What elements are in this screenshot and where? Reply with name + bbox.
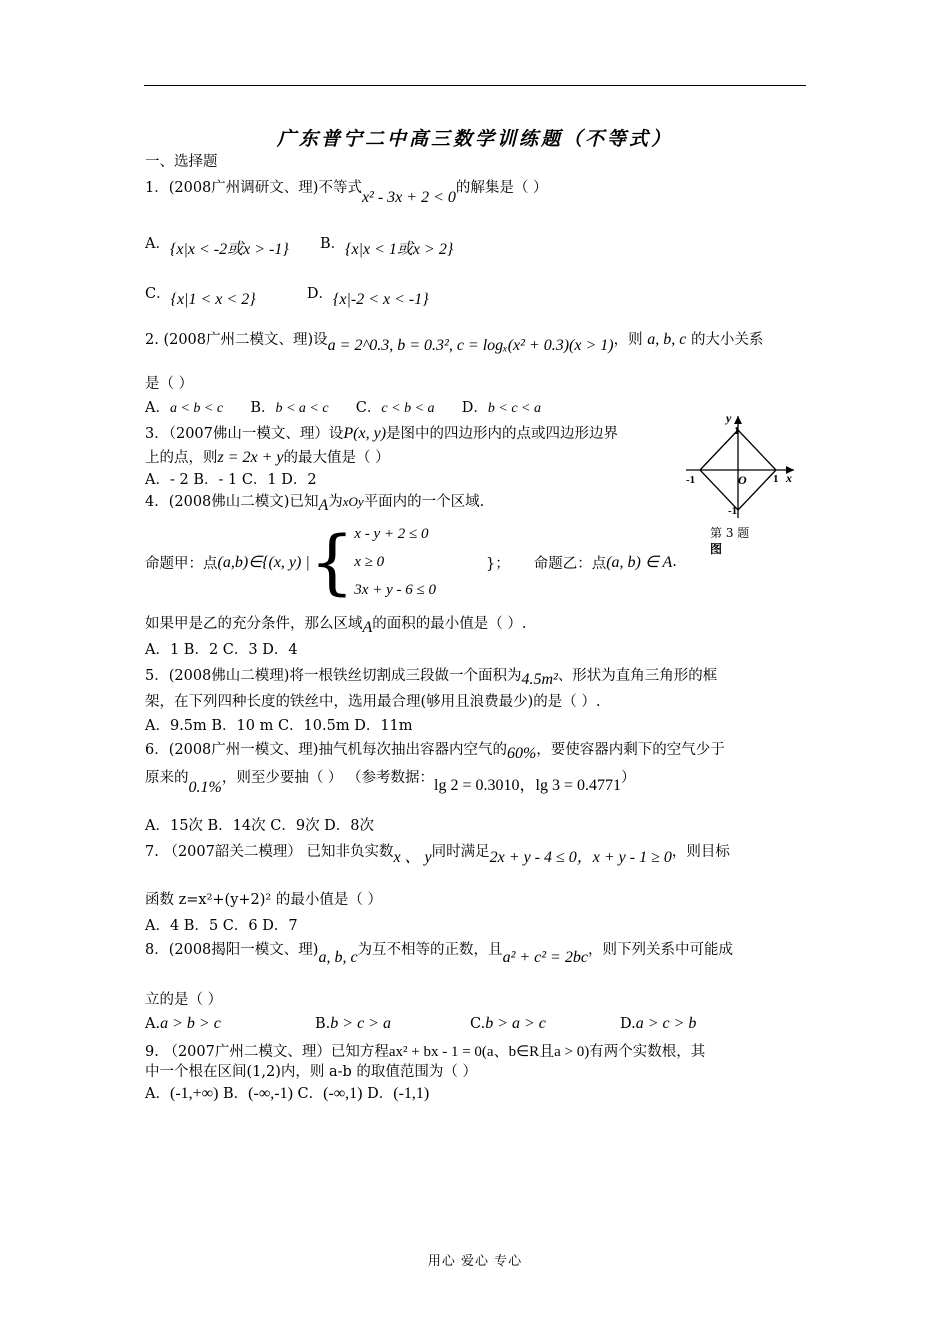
question-6-options: A．15次 B．14次 C．9次 D．8次 [145,818,375,834]
question-3-line-1: 3．（2007佛山一模文、理）设P(x, y)是图中的四边形内的点或四边形边界 [145,425,619,442]
question-9-line-2: 中一个根在区间(1,2)内，则 a-b 的取值范围为（ ） [145,1064,478,1080]
question-4-system: 命题甲：点(a,b)∈{(x, y) |{ x - y + 2 ≤ 0 x ≥ 0 3x + y - 6 ≤ 0 }； 命题乙：点(a, b) ∈ A. [145,521,677,603]
q1-option-a: {x|x < -2或x > -1} [169,241,289,258]
q1-option-c: {x|1 < x < 2} [170,291,256,308]
question-5-line-2: 架，在下列四种长度的铁丝中，选用最合理(够用且浪费最少)的是（ ）. [145,694,601,710]
question-8-line-2: 立的是（ ） [145,992,223,1008]
figure-caption: 第 3 题 图 [710,526,750,556]
q2-formula: a = 2^0.3, b = 0.3², c = logₓ(x² + 0.3)(x > 1) [327,337,614,354]
bottom-tick-label: -1 [728,505,738,517]
question-7-line-2: 函数 z=x²+(y+2)² 的最小值是（ ） [145,892,382,908]
question-1-stem: 1．(2008广州调研文、理)不等式x² - 3x + 2 < 0的解集是（ ） [145,180,548,206]
x-label: x [786,471,792,485]
question-6-line-2: 原来的0.1%，则至少要抽（ ） （参考数据：lg 2 = 0.3010，lg 3 = 0.4771） [145,770,636,796]
question-2-stem: 2. (2008广州二模文、理)设a = 2^0.3, b = 0.3², c = logₓ(x² + 0.3)(x > 1)，则 a, b, c 的大小关系 [145,331,764,354]
header-rule [144,85,806,86]
question-2-options: A．a < b < c B．b < a < c C．c < b < a D．b < c < a [145,400,541,416]
page-title: 广东普宁二中高三数学训练题（不等式） [276,128,673,150]
diagonal-left [700,430,738,470]
origin-label: O [738,473,747,487]
inequality-system: x - y + 2 ≤ 0 x ≥ 0 3x + y - 6 ≤ 0 [354,526,436,598]
right-tick-label: 1 [773,473,779,485]
question-5-line-1: 5．(2008佛山二模理)将一根铁丝切割成三段做一个面积为4.5m²、形状为直角三角形的框 [145,668,718,688]
y-axis-arrow [734,416,742,424]
question-1-options-ab: A．{x|x < -2或x > -1} B．{x|x < 1或x > 2} [145,236,454,258]
question-3-line-2: 上的点，则z = 2x + y的最大值是（ ） [145,449,390,466]
question-4-line-3: 如果甲是乙的充分条件，那么区域A的面积的最小值是（ ）. [145,616,527,636]
question-9-options: A．(-1,+∞) B．(-∞,-1) C．(-∞,1) D．(-1,1) [145,1085,430,1102]
page-footer: 用心 爱心 专心 [427,1254,523,1269]
section-heading: 一、选择题 [145,154,218,170]
q1-option-d: {x|-2 < x < -1} [332,291,429,308]
question-7-line-1: 7. （2007韶关二模理） 已知非负实数x 、 y同时满足2x + y - 4 ≤ 0，x + y - 1 ≥ 0，则目标 [145,844,730,866]
question-8-line-1: 8．(2008揭阳一模文、理)a, b, c为互不相等的正数，且a² + c² = 2bc，则下列关系中可能成 [145,942,733,966]
q1-option-b: {x|x < 1或x > 2} [345,241,454,258]
y-label: y [726,411,732,425]
question-1-options-cd: C．{x|1 < x < 2} D．{x|-2 < x < -1} [145,286,429,308]
top-tick-label: 1 [734,425,740,437]
q1-formula: x² - 3x + 2 < 0 [361,189,456,206]
question-3-options: A．- 2 B．- 1 C．1 D．2 [145,472,317,488]
question-9-line-1: 9. （2007广州二模文、理）已知方程ax² + bx - 1 = 0(a、b∈R且a > 0)有两个实数根，其 [145,1044,706,1060]
question-2-line-2: 是（ ） [145,376,194,392]
question-4-options: A．1 B．2 C．3 D．4 [145,642,298,658]
question-5-options: A．9.5m B．10 m C．10.5m D．11m [145,718,413,734]
left-tick-label: -1 [686,474,696,486]
question-6-line-1: 6．(2008广州一模文、理)抽气机每次抽出容器内空气的60%，要使容器内剩下的空气少于 [145,742,725,762]
question-8-options: A.a > b > c B.b > c > a C.b > a > c D.a > c > b [145,1015,697,1032]
question-4-line-1: 4．(2008佛山二模文)已知A为xOy平面内的一个区域. [145,494,485,514]
question-7-options: A．4 B．5 C．6 D．7 [145,918,298,934]
